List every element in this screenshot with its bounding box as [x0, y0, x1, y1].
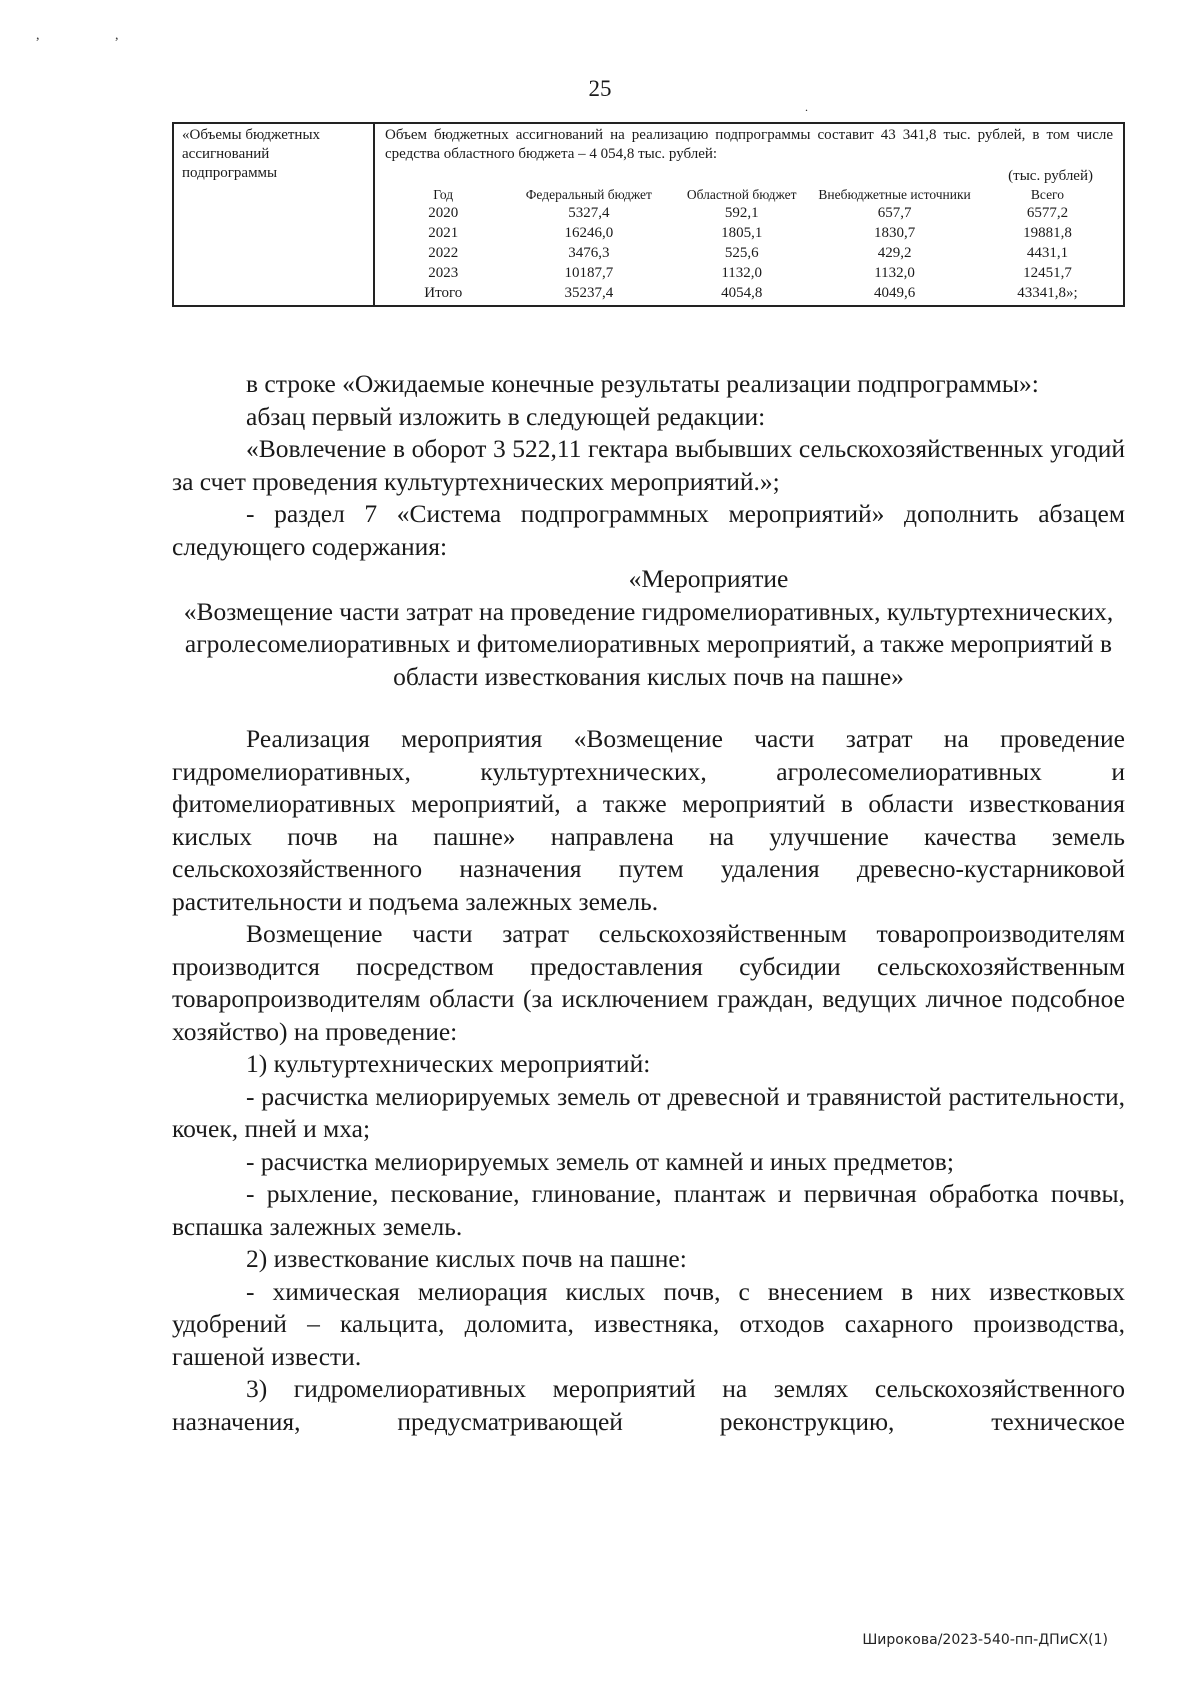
- header-year: Год: [433, 187, 454, 202]
- cell-offbudget: 429,2: [877, 245, 912, 261]
- table-row-total: [385, 283, 1113, 303]
- cell-year: 2020: [428, 205, 459, 221]
- header-offbudget: Внебюджетные источники: [818, 187, 971, 202]
- cell-total: 12451,7: [1023, 265, 1072, 281]
- paragraph-section7: - раздел 7 «Система подпрограммных мероприятий» дополнить абзацем следующего содержания:: [172, 499, 1125, 561]
- scan-dot: .: [805, 100, 808, 114]
- cell-total: 6577,2: [1026, 205, 1069, 221]
- footer-document-code: Широкова/2023-540-пп-ДПиСХ(1): [862, 1632, 1108, 1648]
- cell-offbudget: 1132,0: [874, 265, 915, 281]
- spacer: [172, 693, 1125, 723]
- cell-year: 2023: [428, 265, 459, 281]
- list-item-clearing-stones: - расчистка мелиорируемых земель от камней и иных предметов;: [246, 1146, 954, 1176]
- list-item-hydromelioration: 3) гидромелиоративных мероприятий на землях сельскохозяйственного назначения, предусматривающей реконструкцию, техническое: [172, 1374, 1125, 1436]
- cell-total: 43341,8»;: [1017, 285, 1078, 301]
- list-item-chemical-melioration: - химическая мелиорация кислых почв, с внесением в них известковых удобрений – кальцита, доломита, известняка, отходов сахарного производства, гашеной извести.: [172, 1276, 1125, 1371]
- cell-federal: 16246,0: [564, 225, 614, 241]
- cell-offbudget: 4049,6: [873, 285, 916, 301]
- table-unit: (тыс. рублей): [1008, 168, 1093, 184]
- header-regional: Областной бюджет: [686, 187, 797, 202]
- cell-regional: 525,6: [724, 245, 759, 261]
- budget-table: [172, 122, 1125, 307]
- table-row: [385, 203, 1113, 223]
- scan-specks: , ,: [36, 28, 155, 43]
- header-federal: Федеральный бюджет: [525, 187, 652, 202]
- cell-total: 4431,1: [1026, 245, 1069, 261]
- cell-federal: 3476,3: [568, 245, 610, 261]
- paragraph-row-change: в строке «Ожидаемые конечные результаты реализации подпрограммы»:: [246, 369, 1039, 398]
- cell-regional: 1132,0: [721, 265, 763, 281]
- table-row: [385, 243, 1113, 263]
- budget-subtable: [385, 166, 1113, 303]
- cell-offbudget: 1830,7: [873, 225, 916, 241]
- cell-regional: 592,1: [724, 205, 759, 221]
- table-row: [385, 223, 1113, 243]
- list-item-liming: 2) известкование кислых почв на пашне:: [246, 1244, 687, 1273]
- cell-offbudget: 657,7: [877, 205, 912, 221]
- heading-event-label: «Мероприятие: [628, 564, 789, 593]
- cell-federal: 35237,4: [564, 285, 614, 301]
- header-total: Всего: [1030, 187, 1065, 202]
- list-item-loosening: - рыхление, пескование, глинование, плантаж и первичная обработка почвы, вспашка залежных земель.: [172, 1179, 1125, 1241]
- cell-federal: 5327,4: [568, 205, 610, 221]
- list-item-cultural: 1) культуртехнических мероприятий:: [246, 1049, 651, 1078]
- cell-federal: 10187,7: [564, 265, 614, 281]
- table-right-cell: [374, 123, 1124, 306]
- table-row: [385, 263, 1113, 283]
- cell-year: Итого: [424, 285, 463, 301]
- table-left-label: «Объемы бюджетных ассигнований подпрограммы: [173, 123, 374, 306]
- document-body: [172, 368, 1125, 1438]
- paragraph-compensation: Возмещение части затрат сельскохозяйственным товаропроизводителям производится посредством предоставления субсидии сельскохозяйственным товаропроизводителям области (за исключением граждан, ведущих личное подсобное хозяйство) на проведение:: [172, 919, 1125, 1046]
- cell-year: 2021: [428, 225, 459, 241]
- cell-total: 19881,8: [1023, 225, 1072, 241]
- paragraph-implementation: Реализация мероприятия «Возмещение части затрат на проведение гидромелиоративных, культуртехнических, агролесомелиоративных и фитомелиоративных мероприятий, а также мероприятий в области известкования кислых почв на пашне» направлена на улучшение качества земель сельскохозяйственного назначения путем удаления древесно-кустарниковой растительности и подъема залежных земель.: [172, 724, 1125, 916]
- paragraph-quote-involvement: «Вовлечение в оборот 3 522,11 гектара выбывших сельскохозяйственных угодий за счет проведения культуртехнических мероприятий.»;: [172, 434, 1125, 496]
- heading-event-title: «Возмещение части затрат на проведение гидромелиоративных, культуртехнических, агролесомелиоративных и фитомелиоративных мероприятий, а также мероприятий в области известкования кислых почв на пашне»: [183, 596, 1114, 691]
- table-intro: Объем бюджетных ассигнований на реализацию подпрограммы составит 43 341,8 тыс. рублей, в том числе средства областного бюджета – 4 054,8 тыс. рублей:: [385, 127, 1113, 162]
- cell-regional: 4054,8: [721, 285, 763, 301]
- page-number: 25: [588, 76, 612, 101]
- cell-regional: 1805,1: [721, 225, 763, 241]
- cell-year: 2022: [428, 245, 459, 261]
- list-item-clearing-wood: - расчистка мелиорируемых земель от древесной и травянистой растительности, кочек, пней и мха;: [172, 1081, 1125, 1143]
- paragraph-first-abzac: абзац первый изложить в следующей редакции:: [246, 401, 766, 431]
- table-header-row: [385, 186, 1113, 203]
